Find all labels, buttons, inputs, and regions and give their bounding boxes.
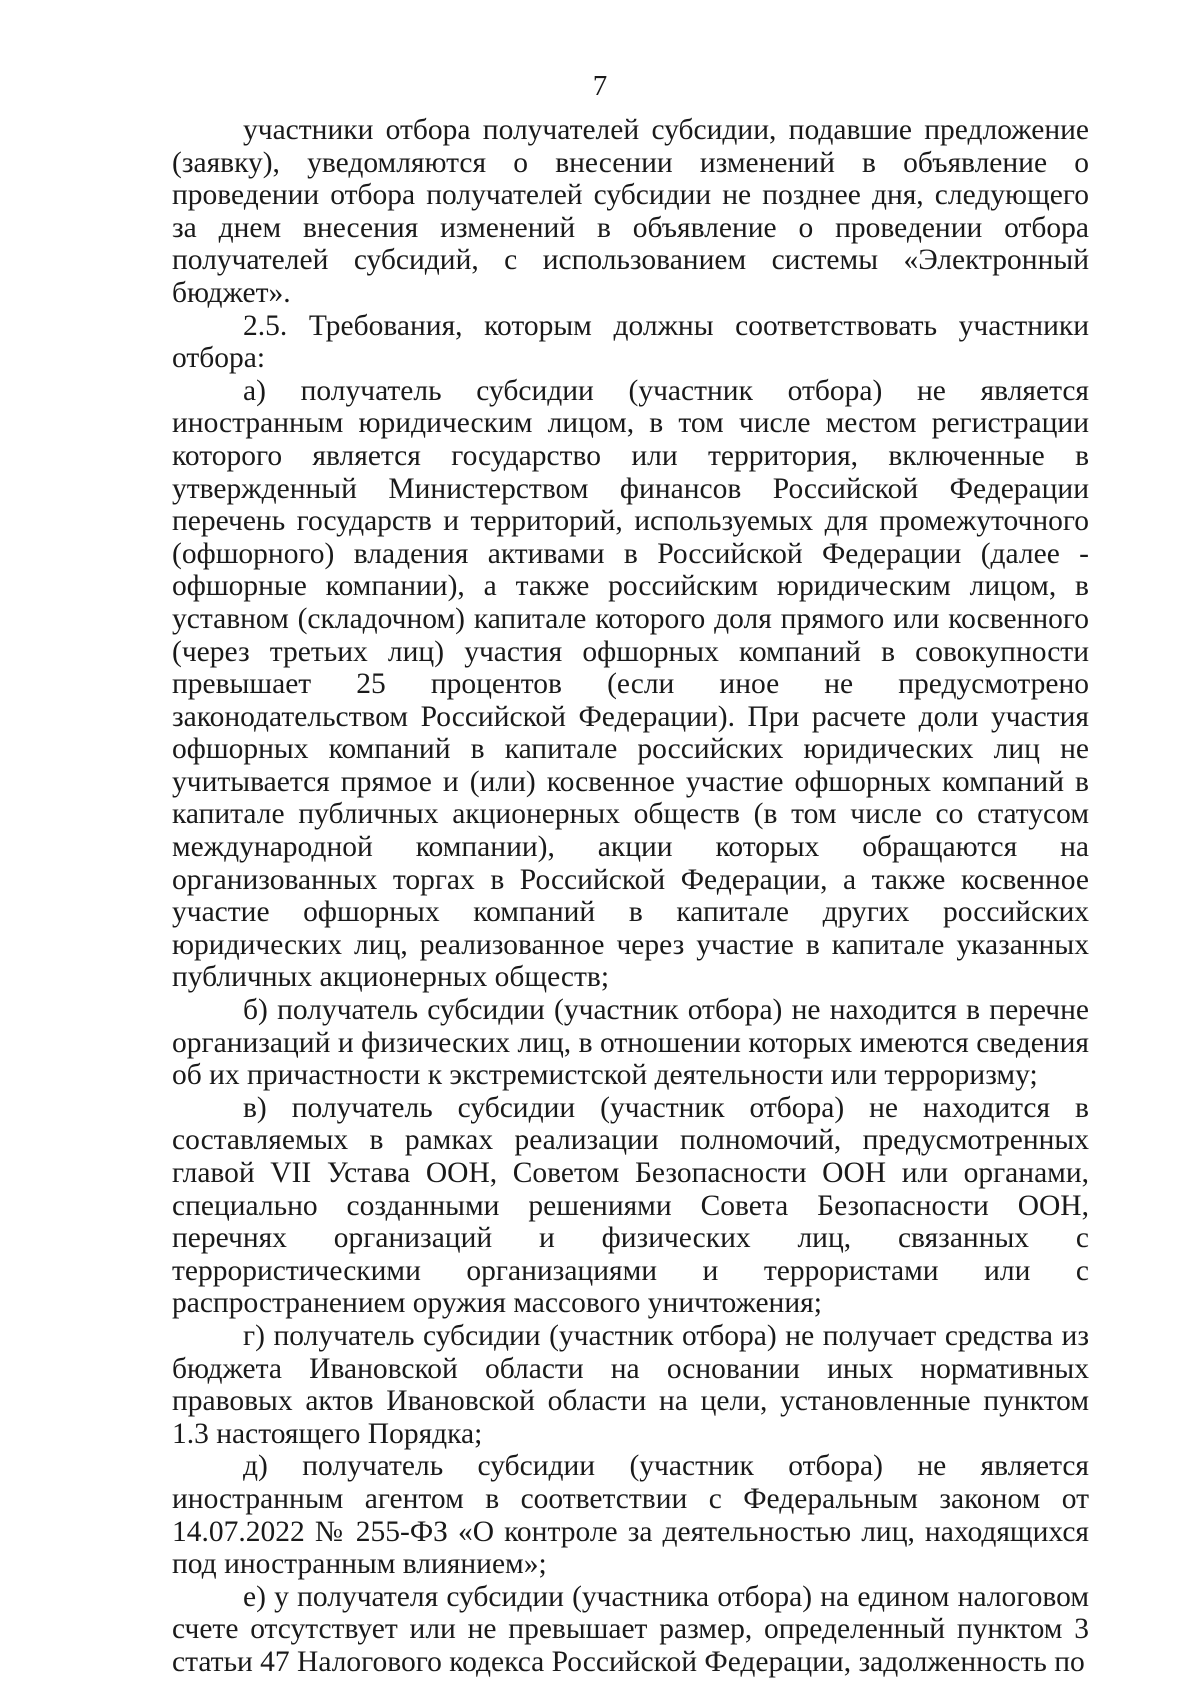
- paragraph-item-a: а) получатель субсидии (участник отбора) не является иностранным юридическим лицом, в том числе местом регистрации которого является государство или территория, включенные в утвержденный Министерством финансов Российской Федерации перечень государств и территорий, используемых для промежуточного (офшорного) владения активами в Российской Федерации (далее - офшорные компании), а также российским юридическим лицом, в уставном (складочном) капитале которого доля прямого или косвенного (через третьих лиц) участия офшорных компаний в совокупности превышает 25 процентов (если иное не предусмотрено законодательством Российской Федерации). При расчете доли участия офшорных компаний в капитале российских юридических лиц не учитывается прямое и (или) косвенное участие офшорных компаний в капитале публичных акционерных обществ (в том числе со статусом международной компании), акции которых обращаются на организованных торгах в Российской Федерации, а также косвенное участие офшорных компаний в капитале других российских юридических лиц, реализованное через участие в капитале указанных публичных акционерных обществ;: [172, 374, 1089, 994]
- paragraph-item-e: е) у получателя субсидии (участника отбора) на едином налоговом счете отсутствует или не превышает размер, определенный пунктом 3 статьи 47 Налогового кодекса Российской Федерации, задолженность по: [172, 1580, 1089, 1678]
- paragraph-item-d: д) получатель субсидии (участник отбора) не является иностранным агентом в соответствии с Федеральным законом от 14.07.2022 № 255-ФЗ «О контроле за деятельностью лиц, находящихся под иностранным влиянием»;: [172, 1450, 1089, 1581]
- paragraph-item-v: в) получатель субсидии (участник отбора) не находится в составляемых в рамках реализации полномочий, предусмотренных главой VII Устава ООН, Советом Безопасности ООН или органами, специально созданными решениями Совета Безопасности ООН, перечнях организаций и физических лиц, связанных с террористическими организациями и террористами или с распространением оружия массового уничтожения;: [172, 1091, 1089, 1320]
- paragraph-2-5: 2.5. Требования, которым должны соответствовать участники отбора:: [172, 309, 1089, 375]
- paragraph-continuation: участники отбора получателей субсидии, подавшие предложение (заявку), уведомляются о внесении изменений в объявление о проведении отбора получателей субсидии не позднее дня, следующего за днем внесения изменений в объявление о проведении отбора получателей субсидий, с использованием системы «Электронный бюджет».: [172, 114, 1089, 309]
- paragraph-item-b: б) получатель субсидии (участник отбора) не находится в перечне организаций и физических лиц, в отношении которых имеются сведения об их причастности к экстремистской деятельности или терроризму;: [172, 994, 1089, 1092]
- document-body: [172, 114, 1089, 1679]
- page-number: 7: [592, 70, 608, 102]
- paragraph-item-g: г) получатель субсидии (участник отбора) не получает средства из бюджета Ивановской области на основании иных нормативных правовых актов Ивановской области на цели, установленные пунктом 1.3 настоящего Порядка;: [172, 1319, 1089, 1450]
